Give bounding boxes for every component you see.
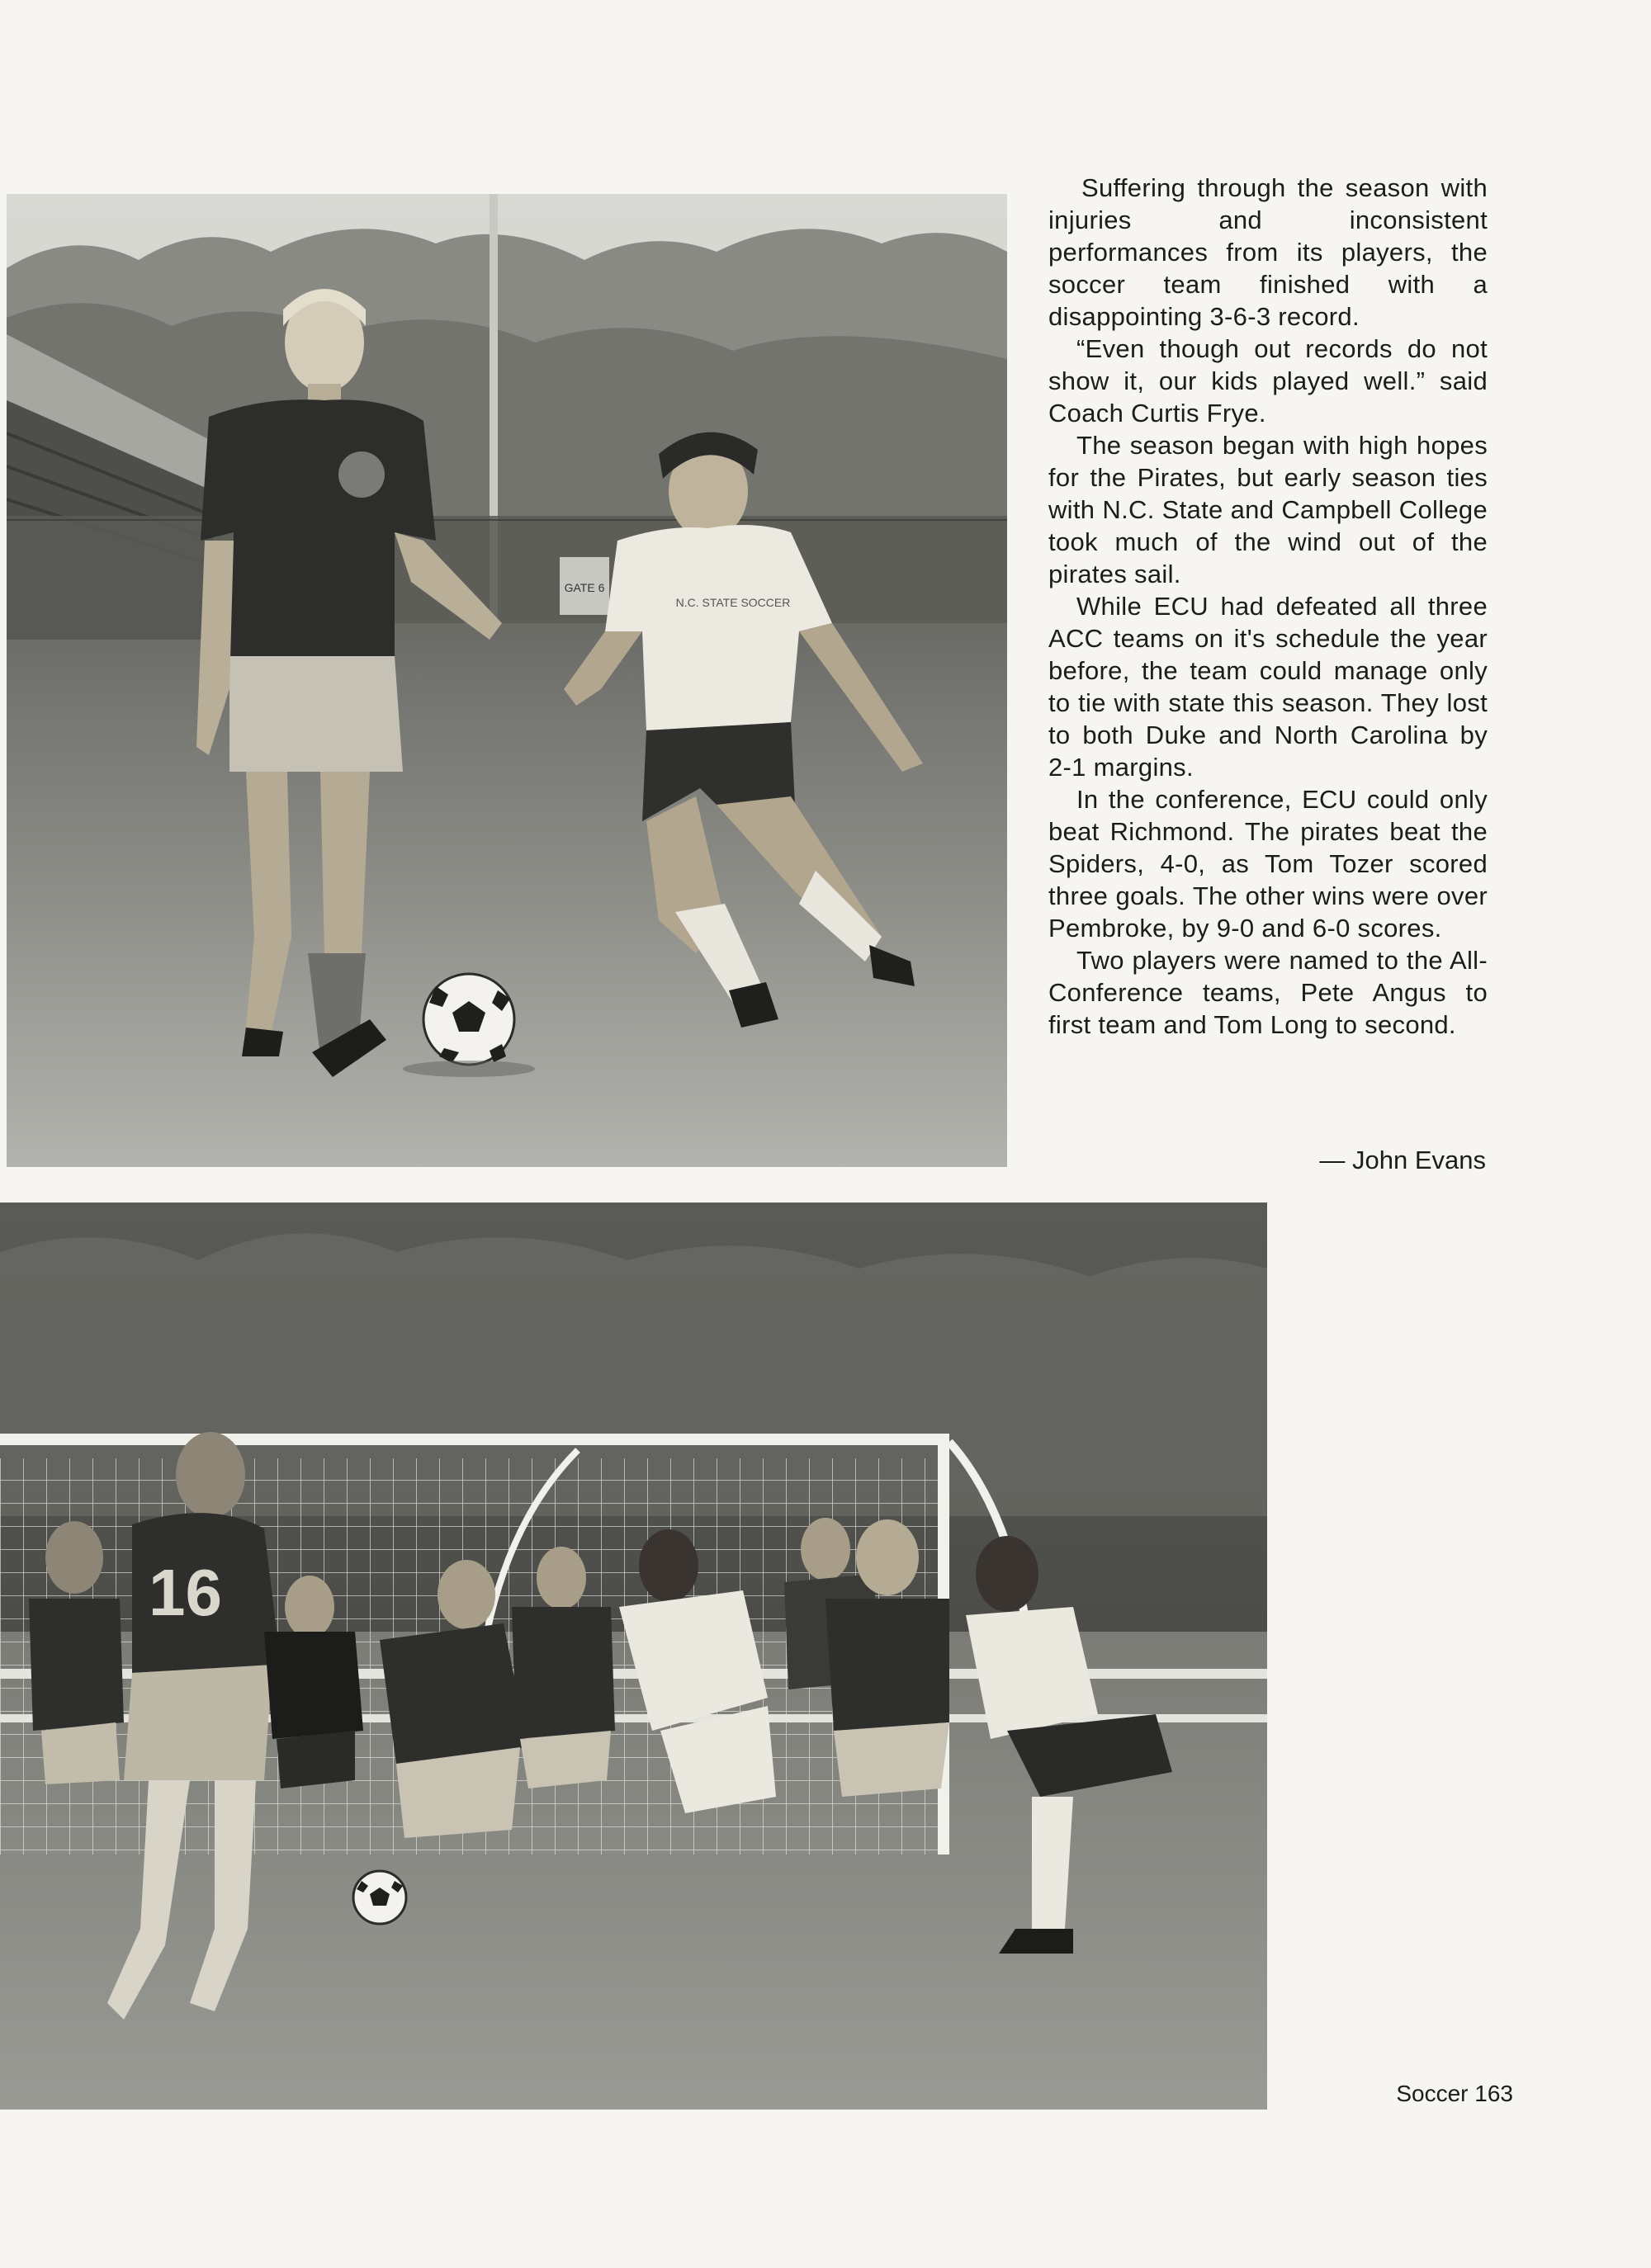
jersey-number: 16 xyxy=(149,1556,222,1629)
photo-two-players-contest-ball xyxy=(7,194,1007,1167)
soccer-ball-bottom xyxy=(353,1871,406,1924)
page-folio: Soccer 163 xyxy=(1396,2081,1513,2106)
byline: — John Evans xyxy=(1319,1146,1486,1174)
article-body xyxy=(1048,172,1488,1041)
photo-bottom-image xyxy=(0,1203,1267,2110)
gate-sign-text: GATE 6 xyxy=(564,581,605,594)
article-paragraph: The season began with high hopes for the Pirates, but early season ties with N.C. State and Campbell College took much of the wind out of the pirates sail. xyxy=(1048,431,1488,588)
article-paragraph: Suffering through the season with injuries and inconsistent performances from its players, the soccer team finished with a disappointing 3-6-3 record. xyxy=(1048,173,1488,331)
article-paragraph: Two players were named to the All-Conference teams, Pete Angus to first team and Tom Long to second. xyxy=(1048,946,1488,1039)
article-paragraph: In the conference, ECU could only beat Richmond. The pirates beat the Spiders, 4-0, as Tom Tozer scored three goals. The other wins were over Pembroke, by 9-0 and 6-0 scores. xyxy=(1048,785,1488,943)
photo-top-image xyxy=(7,194,1007,1167)
soccer-ball xyxy=(423,974,514,1065)
shirt-lettering: N.C. STATE SOCCER xyxy=(675,596,791,609)
article-paragraph: “Even though out records do not show it, our kids played well.” said Coach Curtis Frye. xyxy=(1048,334,1488,428)
photo-goalmouth-scramble xyxy=(0,1203,1267,2110)
article-paragraph: While ECU had defeated all three ACC teams on it's schedule the year before, the team could manage only to tie with state this season. They lost to both Duke and North Carolina by 2-1 margins. xyxy=(1048,592,1488,782)
